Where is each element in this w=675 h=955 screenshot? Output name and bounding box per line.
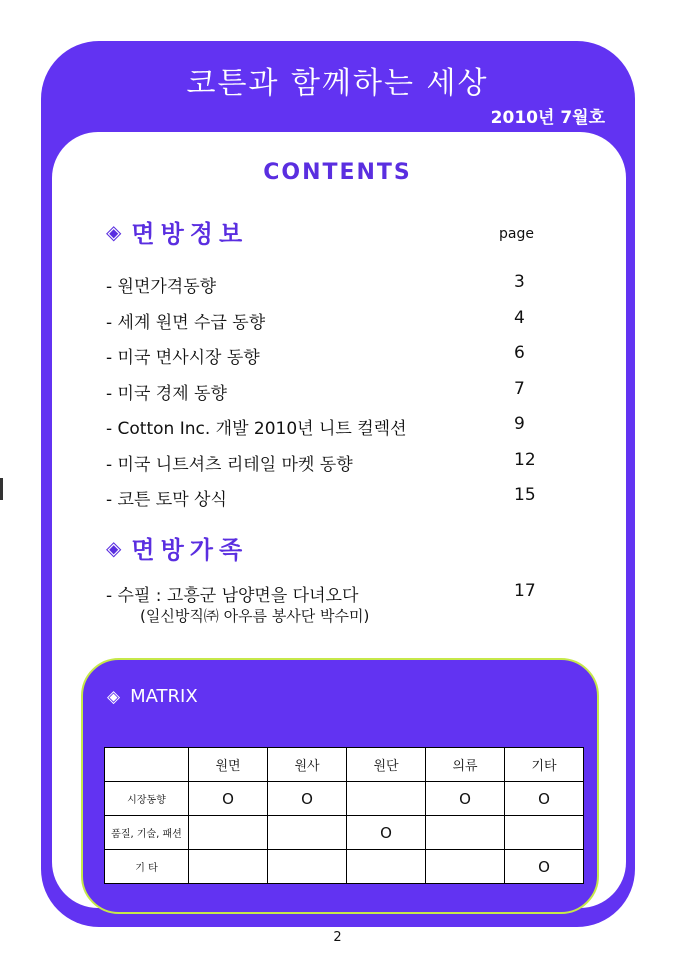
toc-item-title: - 수필 : 고흥군 남양면을 다녀오다 (106, 586, 359, 606)
diamond-bullet-icon: ◈ (106, 535, 122, 560)
page-column-label: page (499, 226, 534, 242)
matrix-corner-cell (105, 748, 189, 782)
toc-item[interactable] (106, 414, 546, 439)
toc-item-title: - 미국 면사시장 동향 (106, 348, 260, 368)
matrix-table (104, 747, 584, 884)
section-title: 면방가족 (131, 536, 249, 564)
toc-item-title: - Cotton Inc. 개발 2010년 니트 컬렉션 (106, 419, 407, 439)
matrix-row-label: 품질, 기술, 패션 (105, 816, 189, 850)
matrix-cell: O (189, 782, 268, 816)
newsletter-title: 코튼과 함께하는 세상 (186, 66, 489, 101)
matrix-panel (81, 658, 599, 914)
matrix-cell: O (505, 850, 584, 884)
toc-item-page: 17 (514, 581, 536, 601)
matrix-column-header: 원단 (347, 748, 426, 782)
matrix-row (105, 850, 584, 884)
toc-item-page: 4 (514, 308, 525, 328)
matrix-column-header: 원면 (189, 748, 268, 782)
matrix-cell (189, 816, 268, 850)
toc-item-title: - 코튼 토막 상식 (106, 490, 227, 510)
diamond-bullet-icon: ◈ (107, 686, 121, 707)
toc-item-page: 9 (514, 414, 525, 434)
matrix-title: MATRIX (130, 686, 198, 707)
matrix-cell: O (347, 816, 426, 850)
toc-item-author-note: (일신방직㈜ 아우름 봉사단 박수미) (140, 607, 370, 625)
toc-item-page: 7 (514, 379, 525, 399)
matrix-header-row (105, 748, 584, 782)
toc-item-page: 12 (514, 450, 536, 470)
matrix-row (105, 816, 584, 850)
toc-item[interactable] (106, 379, 546, 404)
toc-item[interactable] (106, 308, 546, 333)
matrix-cell (347, 782, 426, 816)
matrix-row-label: 기 타 (105, 850, 189, 884)
issue-date: 2010년 7월호 (490, 108, 605, 128)
matrix-cell (268, 816, 347, 850)
matrix-cell (505, 816, 584, 850)
toc-item[interactable] (106, 485, 546, 510)
contents-heading: CONTENTS (263, 160, 412, 185)
section-heading-mill-info (106, 214, 248, 249)
toc-item-title: - 미국 니트셔츠 리테일 마켓 동향 (106, 455, 353, 475)
page-number: 2 (333, 930, 342, 945)
toc-item-title: - 세계 원면 수급 동향 (106, 313, 266, 333)
matrix-cell (268, 850, 347, 884)
matrix-cell (347, 850, 426, 884)
matrix-row (105, 782, 584, 816)
diamond-bullet-icon: ◈ (106, 219, 122, 244)
matrix-cell: O (426, 782, 505, 816)
toc-item-page: 15 (514, 485, 536, 505)
matrix-row-label: 시장동향 (105, 782, 189, 816)
matrix-cell: O (268, 782, 347, 816)
matrix-column-header: 의류 (426, 748, 505, 782)
matrix-column-header: 기타 (505, 748, 584, 782)
toc-item-page: 3 (514, 272, 525, 292)
matrix-heading (107, 686, 198, 707)
matrix-cell (426, 816, 505, 850)
matrix-cell (189, 850, 268, 884)
matrix-cell (426, 850, 505, 884)
toc-item[interactable] (106, 343, 546, 368)
toc-item-page: 6 (514, 343, 525, 363)
matrix-cell: O (505, 782, 584, 816)
edge-mark (0, 478, 3, 500)
toc-item[interactable] (106, 581, 546, 606)
section-title: 면방정보 (131, 220, 249, 248)
toc-item[interactable] (106, 272, 546, 297)
matrix-column-header: 원사 (268, 748, 347, 782)
toc-item-title: - 미국 경제 동향 (106, 384, 227, 404)
toc-item[interactable] (106, 450, 546, 475)
section-heading-mill-family (106, 530, 248, 565)
toc-item-title: - 원면가격동향 (106, 277, 217, 297)
